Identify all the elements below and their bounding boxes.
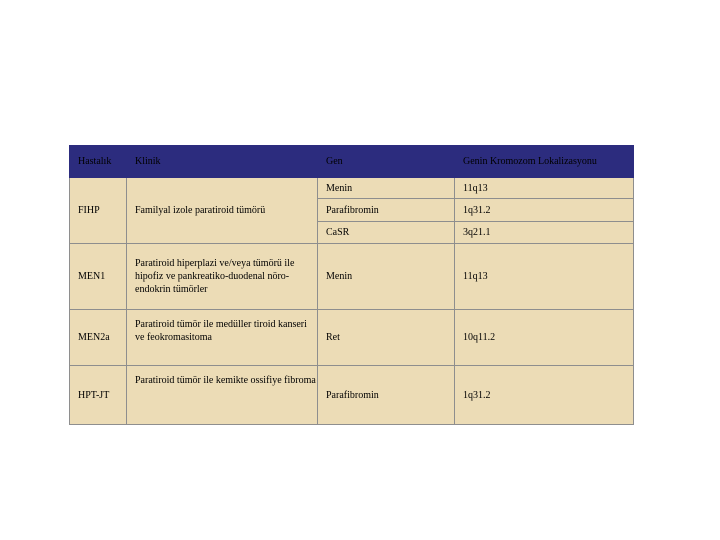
cell-klinik: Paratiroid tümör ile medüller tiroid kanseri ve feokromasitoma — [127, 310, 318, 366]
cell-lokus: 3q21.1 — [455, 222, 634, 244]
cell-lokus: 1q31.2 — [455, 366, 634, 425]
cell-hastalik: HPT-JT — [70, 366, 127, 425]
cell-gen: Parafibromin — [318, 199, 455, 222]
header-klinik: Klinik — [127, 146, 318, 178]
cell-gen: Parafibromin — [318, 366, 455, 425]
cell-hastalik: MEN1 — [70, 244, 127, 310]
cell-hastalik: FIHP — [70, 178, 127, 244]
cell-gen: Ret — [318, 310, 455, 366]
genetics-table — [69, 145, 634, 425]
cell-hastalik: MEN2a — [70, 310, 127, 366]
cell-lokus: 1q31.2 — [455, 199, 634, 222]
table-header-row — [70, 146, 634, 178]
header-gen: Gen — [318, 146, 455, 178]
cell-lokus: 10q11.2 — [455, 310, 634, 366]
table-row — [70, 178, 634, 199]
cell-klinik: Paratiroid hiperplazi ve/veya tümörü ile hipofiz ve pankreatiko-duodenal nöro-endokrin tümörler — [127, 244, 318, 310]
header-hastalik: Hastalık — [70, 146, 127, 178]
table-row — [70, 366, 634, 425]
cell-klinik: Familyal izole paratiroid tümörü — [127, 178, 318, 244]
table-row — [70, 310, 634, 366]
cell-lokus: 11q13 — [455, 244, 634, 310]
cell-lokus: 11q13 — [455, 178, 634, 199]
cell-gen: Menin — [318, 178, 455, 199]
cell-klinik: Paratiroid tümör ile kemikte ossifiye fibroma — [127, 366, 318, 425]
header-lokalizasyon: Genin Kromozom Lokalizasyonu — [455, 146, 634, 178]
table-row — [70, 244, 634, 310]
cell-gen: Menin — [318, 244, 455, 310]
cell-gen: CaSR — [318, 222, 455, 244]
